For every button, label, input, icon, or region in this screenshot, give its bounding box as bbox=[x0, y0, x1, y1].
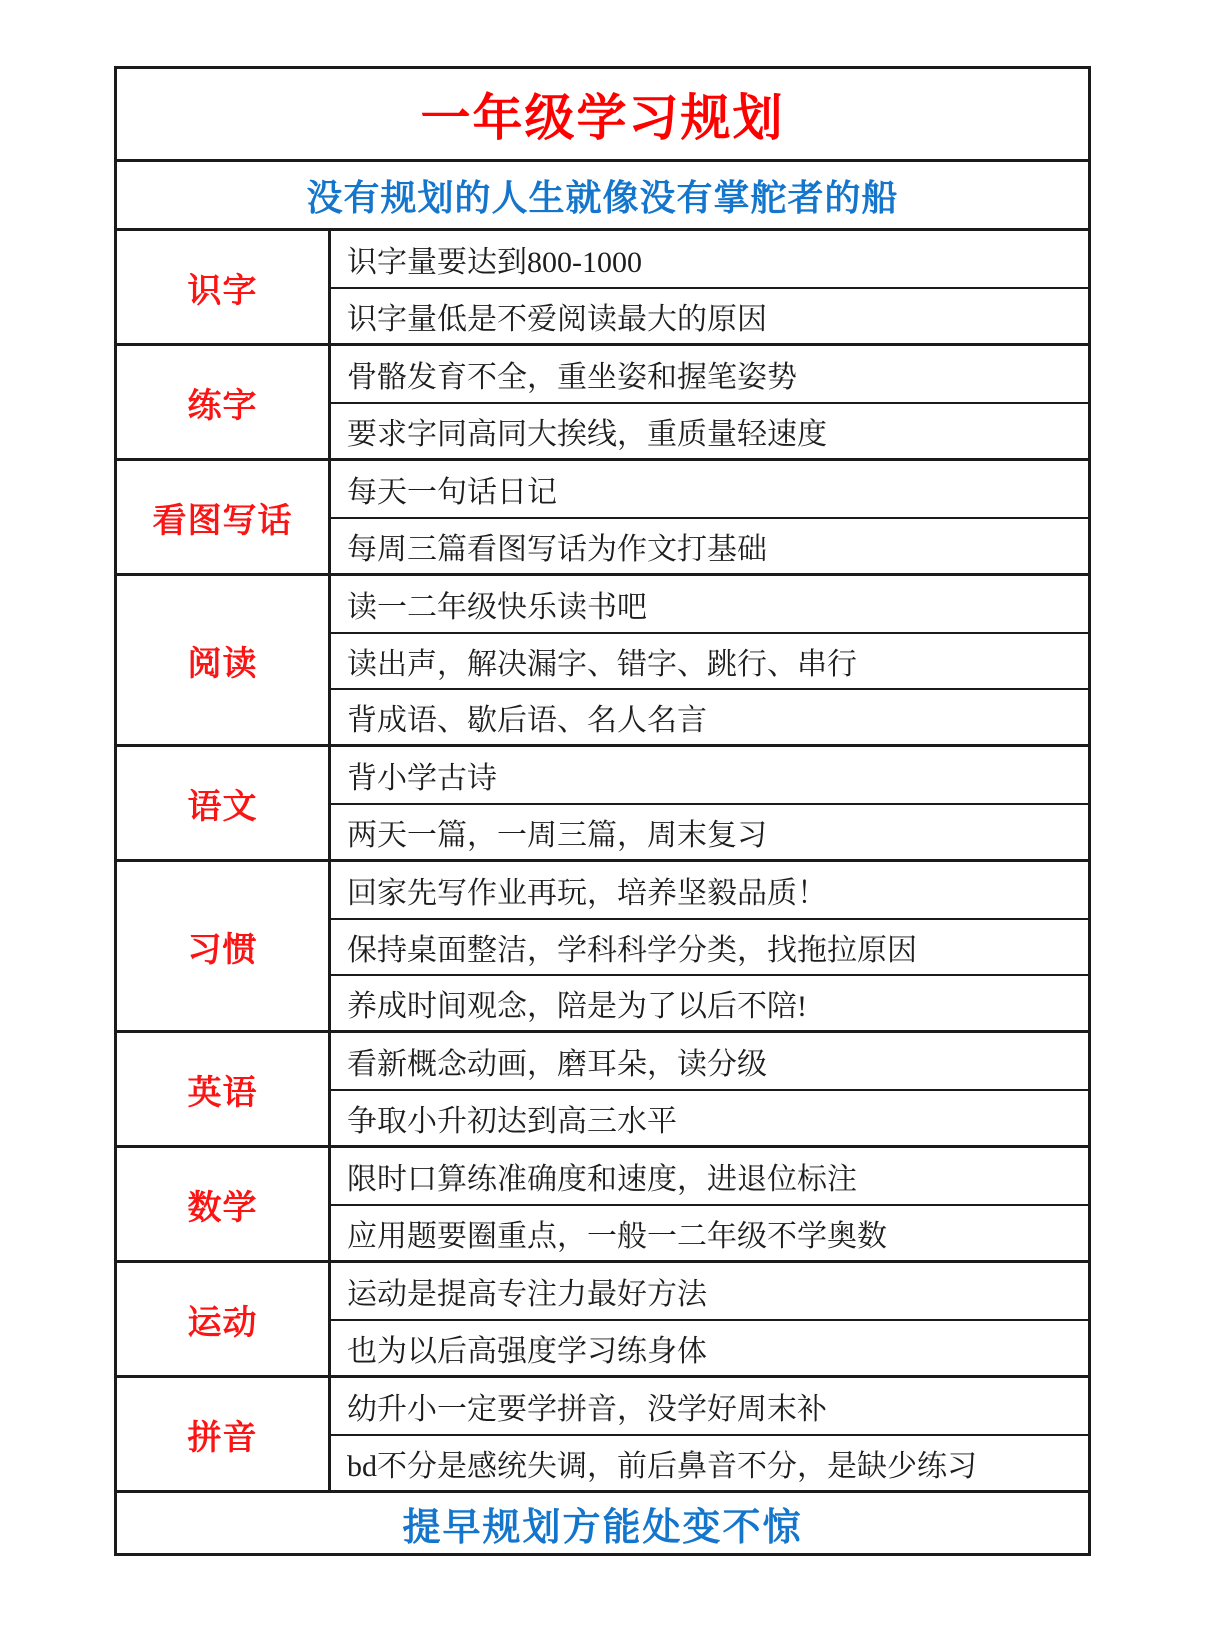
item-text: 读一二年级快乐读书吧 bbox=[347, 591, 647, 624]
table-footer-row bbox=[117, 1493, 1088, 1553]
table-body bbox=[117, 231, 1088, 1493]
item-text: 读出声，解决漏字、错字、跳行、串行 bbox=[331, 632, 1088, 688]
item-text: 保持桌面整洁，学科科学分类，找拖拉原因 bbox=[331, 918, 1088, 974]
category-items bbox=[331, 747, 1088, 859]
table-group bbox=[117, 747, 1088, 862]
category-label: 英语 bbox=[117, 1033, 331, 1145]
category-items bbox=[331, 1148, 1088, 1260]
table-subtitle-row bbox=[117, 162, 1088, 231]
page-title: 一年级学习规划 bbox=[420, 90, 785, 146]
category-label: 习惯 bbox=[117, 862, 331, 1030]
table-title-row bbox=[117, 69, 1088, 162]
category-items bbox=[331, 862, 1088, 1030]
category-items bbox=[331, 346, 1088, 458]
category-label: 拼音 bbox=[117, 1378, 331, 1490]
item-text: 应用题要圈重点，一般一二年级不学奥数 bbox=[331, 1204, 1088, 1260]
table-group bbox=[117, 862, 1088, 1033]
table-group bbox=[117, 346, 1088, 461]
item-text: 每周三篇看图写话为作文打基础 bbox=[331, 517, 1088, 573]
study-plan-table bbox=[114, 66, 1091, 1556]
category-items bbox=[331, 1263, 1088, 1375]
table-group bbox=[117, 1263, 1088, 1378]
category-items bbox=[331, 1378, 1088, 1490]
item-text: 争取小升初达到高三水平 bbox=[331, 1089, 1088, 1145]
table-group bbox=[117, 1033, 1088, 1148]
item-text: 幼升小一定要学拼音，没学好周末补 bbox=[347, 1393, 827, 1426]
item-text: 识字量要达到800-1000 bbox=[347, 246, 642, 279]
category-label: 运动 bbox=[117, 1263, 331, 1375]
table-group bbox=[117, 1148, 1088, 1263]
category-label: 数学 bbox=[117, 1148, 331, 1260]
subtitle-motto: 没有规划的人生就像没有掌舵者的船 bbox=[306, 176, 899, 218]
category-label: 阅读 bbox=[117, 576, 331, 744]
category-items bbox=[331, 231, 1088, 343]
item-text: 要求字同高同大挨线，重质量轻速度 bbox=[331, 402, 1088, 458]
category-items bbox=[331, 1033, 1088, 1145]
item-text: 两天一篇，一周三篇，周末复习 bbox=[331, 803, 1088, 859]
item-text: 背成语、歇后语、名人名言 bbox=[331, 688, 1088, 744]
category-label: 语文 bbox=[117, 747, 331, 859]
item-text: 限时口算练准确度和速度，进退位标注 bbox=[347, 1163, 857, 1196]
item-text: 也为以后高强度学习练身体 bbox=[331, 1319, 1088, 1375]
item-text: 看新概念动画，磨耳朵，读分级 bbox=[347, 1048, 767, 1081]
footer-motto: 提早规划方能处变不惊 bbox=[402, 1506, 803, 1549]
table-group bbox=[117, 461, 1088, 576]
category-label: 练字 bbox=[117, 346, 331, 458]
table-group bbox=[117, 1378, 1088, 1493]
category-label: 识字 bbox=[117, 231, 331, 343]
item-text: 每天一句话日记 bbox=[347, 476, 557, 509]
table-group bbox=[117, 576, 1088, 747]
item-text: 回家先写作业再玩，培养坚毅品质！ bbox=[347, 877, 827, 910]
item-text: 骨骼发育不全，重坐姿和握笔姿势 bbox=[347, 361, 797, 394]
item-text: 运动是提高专注力最好方法 bbox=[347, 1278, 707, 1311]
item-text: 养成时间观念，陪是为了以后不陪! bbox=[331, 974, 1088, 1030]
item-text: 背小学古诗 bbox=[347, 762, 497, 795]
table-group bbox=[117, 231, 1088, 346]
item-text: 识字量低是不爱阅读最大的原因 bbox=[331, 287, 1088, 343]
category-items bbox=[331, 576, 1088, 744]
category-label: 看图写话 bbox=[117, 461, 331, 573]
item-text: bd不分是感统失调，前后鼻音不分，是缺少练习 bbox=[331, 1434, 1088, 1490]
category-items bbox=[331, 461, 1088, 573]
